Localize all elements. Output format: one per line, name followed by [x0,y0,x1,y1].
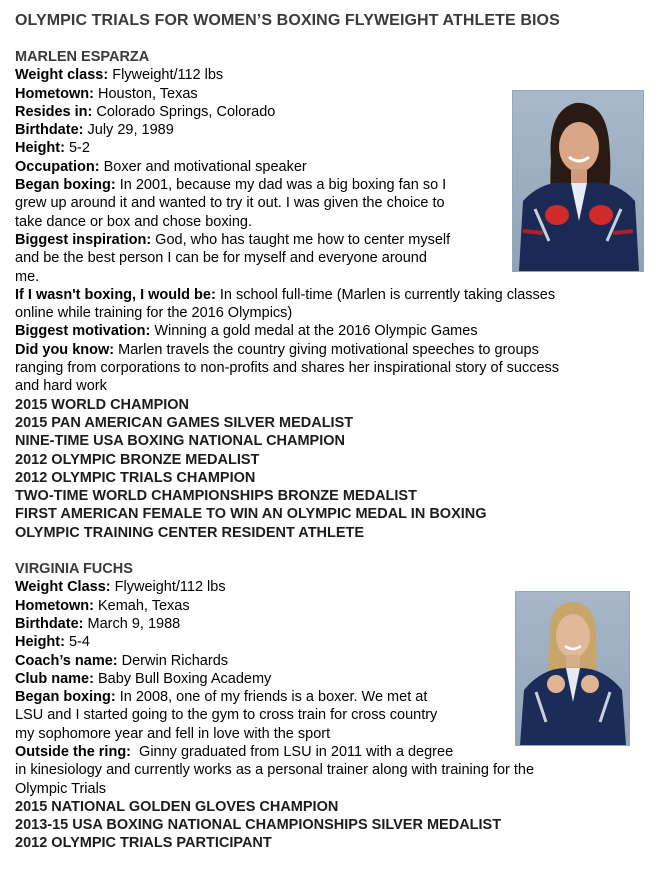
field-label: Biggest motivation: [15,323,151,340]
field-value: Baby Bull Boxing Academy [93,670,272,687]
field-label: Weight class: [15,67,109,84]
field-label: If I wasn't boxing, I would be: [15,286,216,303]
field-value: Flyweight/112 lbs [108,67,224,84]
page-title: OLYMPIC TRIALS FOR WOMEN’S BOXING FLYWEIGHT ATHLETE BIOS [15,12,560,29]
did-you-know-field [15,341,645,359]
motivation-field [15,322,645,340]
if-not-boxing-field [15,286,645,304]
inspiration-continued: and be the best person I can be for myself and everyone around [15,250,427,267]
weight-class-field [15,66,645,84]
honor-item: 2015 NATIONAL GOLDEN GLOVES CHAMPION [15,798,339,815]
if-not-boxing-continued: online while training for the 2016 Olympics) [15,305,293,322]
honor-item: 2012 OLYMPIC BRONZE MEDALIST [15,451,260,468]
field-value: Flyweight/112 lbs [110,579,226,596]
field-label: Height: [15,140,65,157]
field-value: In 2001, because my dad was a big boxing fan so I [115,177,447,194]
began-boxing-continued: LSU and I started going to the gym to cross train for cross country [15,707,438,724]
athlete-name: MARLEN ESPARZA [15,49,150,65]
honor-item: OLYMPIC TRAINING CENTER RESIDENT ATHLETE [15,524,365,541]
began-boxing-continued: take dance or box and chose boxing. [15,213,252,230]
field-label: Height: [15,634,65,651]
field-value: March 9, 1988 [83,615,181,632]
field-label: Began boxing: [15,177,116,194]
field-value: Marlen travels the country giving motivational speeches to groups [114,341,539,358]
did-you-know-continued: ranging from corporations to non-profits and shares her inspirational story of success [15,360,560,377]
honor-item: 2015 PAN AMERICAN GAMES SILVER MEDALIST [15,414,354,431]
outside-ring-continued: in kinesiology and currently works as a personal trainer along with training for the [15,762,535,779]
field-label: Hometown: [15,597,94,614]
field-label: Did you know: [15,341,115,358]
field-value: Derwin Richards [117,652,229,669]
field-value: God, who has taught me how to center myself [151,231,451,248]
honors-list [15,798,645,853]
field-label: Birthdate: [15,615,84,632]
honor-item: FIRST AMERICAN FEMALE TO WIN AN OLYMPIC MEDAL IN BOXING [15,506,487,523]
athlete-name: VIRGINIA FUCHS [15,561,133,578]
field-value: Kemah, Texas [93,597,190,614]
honor-item: NINE-TIME USA BOXING NATIONAL CHAMPION [15,433,346,450]
field-value: In school full-time (Marlen is currently taking classes [215,286,556,303]
field-label: Occupation: [15,158,100,175]
field-label: Coach’s name: [15,652,118,669]
outside-ring-continued: Olympic Trials [15,780,107,797]
field-label: Biggest inspiration: [15,231,152,248]
inspiration-continued: me. [15,268,40,285]
field-label: Club name: [15,670,94,687]
field-value: Winning a gold medal at the 2016 Olympic Games [150,323,478,340]
began-boxing-continued: grew up around it and wanted to try it out. I was given the choice to [15,195,445,212]
field-label: Resides in: [15,103,93,120]
athlete-photo-icon [513,91,643,271]
field-value: Ginny graduated from LSU in 2011 with a degree [131,743,454,760]
field-value: 5-2 [64,140,90,157]
field-value: 5-4 [64,634,90,651]
began-boxing-continued: my sophomore year and fell in love with the sport [15,725,331,742]
field-label: Began boxing: [15,689,116,706]
field-label: Hometown: [15,85,94,102]
honors-list [15,396,645,542]
field-value: In 2008, one of my friends is a boxer. We met at [115,689,428,706]
athlete-photo-marlen [512,90,644,272]
honor-item: 2015 WORLD CHAMPION [15,396,190,413]
athlete-photo-icon [516,592,629,745]
did-you-know-continued: and hard work [15,378,107,395]
honor-item: 2012 OLYMPIC TRIALS CHAMPION [15,469,256,486]
honor-item: TWO-TIME WORLD CHAMPIONSHIPS BRONZE MEDALIST [15,488,417,505]
field-value: July 29, 1989 [83,122,174,139]
field-value: Houston, Texas [93,85,198,102]
field-label: Weight Class: [15,579,111,596]
athlete-photo-virginia [515,591,630,746]
honor-item: 2013-15 USA BOXING NATIONAL CHAMPIONSHIPS SILVER MEDALIST [15,817,502,834]
field-label: Birthdate: [15,122,84,139]
field-value: Colorado Springs, Colorado [92,103,276,120]
field-label: Outside the ring: [15,743,131,760]
honor-item: 2012 OLYMPIC TRIALS PARTICIPANT [15,835,272,852]
field-value: Boxer and motivational speaker [99,158,307,175]
